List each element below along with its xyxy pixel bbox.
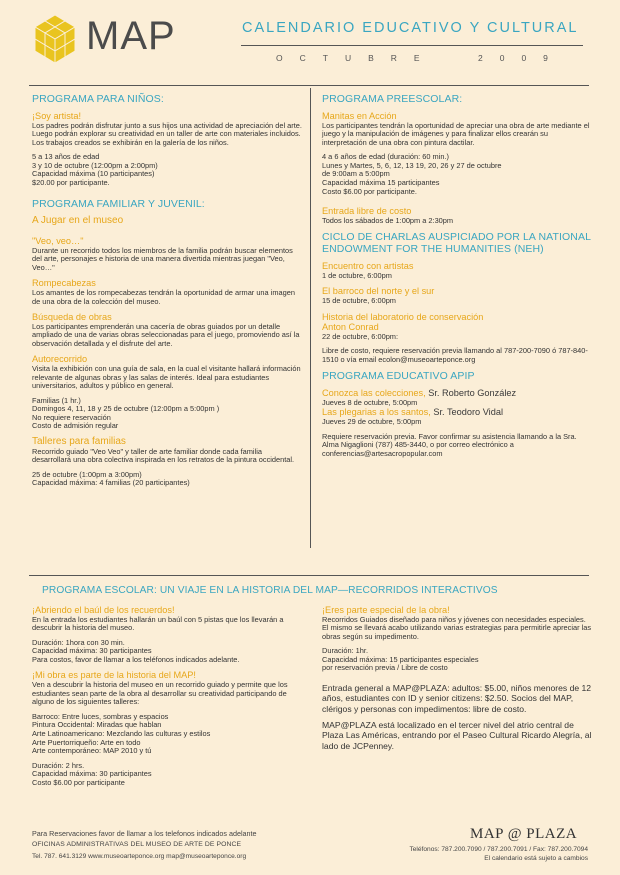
right-column — [322, 93, 592, 458]
footer-contacto: Tel. 787. 641.3129 www.museoarteponce.org map@museoarteponce.org — [32, 853, 247, 860]
entrada-general: Entrada general a MAP@PLAZA: adultos: $5.00, niños menores de 12 años, estudiantes con ID y senior citizens: $2.50. Socios del MAP, clérigos y personas con impedimentos: libre de costo. — [322, 683, 592, 714]
encuentro-date: 1 de octubre, 6:00pm — [322, 270, 392, 280]
jugar-heading: A Jugar en el museo — [32, 214, 124, 226]
manitas-heading: Manitas en Acción — [322, 111, 397, 121]
obra-taller-5: Arte contemporáneo: MAP 2010 y tú — [32, 746, 152, 756]
top-divider — [29, 85, 589, 86]
footer-oficinas: OFICINAS ADMINISTRATIVAS DEL MUSEO DE ARTE DE PONCE — [32, 841, 242, 848]
logo-text: MAP — [86, 14, 176, 58]
eres-body: Recorridos Guiados diseñado para niños y jóvenes con necesidades especiales. El mismo se llevará acabo utilizando varias estrategias para permitirle apreciar las obras según su impedimento. — [322, 614, 592, 641]
auto-body: Visita la exhibición con una guía de sala, en la cual el visitante hallará información relevante de algunas obras y las salas de interés. Ideal para estudiantes universitarios, adultos y público en general. — [32, 363, 301, 391]
auto-reserva: No requiere reservación — [32, 412, 111, 422]
apip-info: Requiere reservación previa. Favor confirmar su asistencia llamando a la Sra. Alma Nigaglioni (787) 485-3440, o por correo electrónico a conferencias@artesacropopular.com — [322, 431, 577, 458]
plegarias-heading: Las plegarias a los santos, — [322, 407, 431, 418]
middle-divider — [29, 575, 589, 576]
escolar-title: PROGRAMA ESCOLAR: UN VIAJE EN LA HISTORIA DEL MAP—RECORRIDOS INTERACTIVOS — [42, 585, 498, 596]
column-divider — [310, 88, 311, 548]
manitas-hours: de 9:00am a 5:00pm — [322, 169, 390, 179]
baul-capacity: Capacidad máxima: 30 participantes — [32, 646, 152, 656]
ciclo-title: CICLO DE CHARLAS AUSPICIADO POR LA NATIONAL ENDOWMENT FOR THE HUMANITIES (NEH) — [322, 231, 591, 256]
soy-artista-capacity: Capacidad máxima (10 participantes) — [32, 169, 155, 179]
barroco-date: 15 de octubre, 6:00pm — [322, 295, 396, 305]
obra-taller-1: Barroco: Entre luces, sombras y espacios — [32, 711, 169, 721]
month-label: OCTUBRE — [276, 53, 437, 63]
historia-date: 22 de octubre, 6:00pm: — [322, 331, 399, 341]
talleres-heading: Talleres para familias — [32, 436, 126, 448]
footer-telefonos: Teléfonos: 787.200.7090 / 787.200.7091 / Fax: 787.200.7094 — [409, 846, 588, 853]
eres-duration: Duración: 1hr. — [322, 646, 369, 656]
historia-heading-2: Anton Conrad — [322, 322, 379, 333]
manitas-ages: 4 a 6 años de edad (duración: 60 min.) — [322, 152, 449, 162]
plegarias-speaker: Sr. Teodoro Vidal — [430, 407, 503, 418]
familiar-title: PROGRAMA FAMILIAR Y JUVENIL: — [32, 197, 205, 210]
encuentro-heading: Encuentro con artistas — [322, 261, 414, 272]
busqueda-body: Los participantes emprenderán una cacería de obras guiados por un detalle ampliado de una de varias obras seleccionadas para el juego, promoviendo así la observación detallada y el disfrute del arte. — [32, 321, 300, 348]
baul-heading: ¡Abriendo el baúl de los recuerdos! — [32, 605, 175, 615]
veo-heading: "Veo, veo…" — [32, 236, 84, 247]
obra-cost: Costo $6.00 por participante — [32, 777, 125, 787]
talleres-date: 25 de octubre (1:00pm a 3:00pm) — [32, 469, 142, 479]
footer-sujeto: El calendario está sujeto a cambios — [484, 855, 588, 862]
obra-taller-2: Pintura Occidental: Miradas que hablan — [32, 720, 162, 730]
obra-taller-4: Arte Puertorriqueño: Arte en todo — [32, 737, 141, 747]
baul-body: En la entrada los estudiantes hallarán un baúl con 5 pistas que los llevarán a descubrir la historia del museo. — [32, 614, 284, 633]
ninos-title: PROGRAMA PARA NIÑOS: — [32, 93, 164, 105]
escolar-left — [32, 605, 307, 788]
header-divider — [241, 45, 583, 46]
obra-duration: Duración: 2 hrs. — [32, 760, 85, 770]
busqueda-heading: Búsqueda de obras — [32, 312, 112, 323]
escolar-right — [322, 605, 594, 751]
map-plaza-logo: MAP @ PLAZA — [470, 826, 578, 842]
manitas-cost: Costo $6.00 por participante. — [322, 186, 417, 196]
eres-heading: ¡Eres parte especial de la obra! — [322, 605, 450, 615]
obra-capacity: Capacidad máxima: 30 participantes — [32, 769, 152, 779]
footer-reservas: Para Reservaciones favor de llamar a los telefonos indicados adelante — [32, 829, 257, 838]
rompe-body: Los amantes de los rompecabezas tendrán la oportunidad de armar una imagen de una obra de la colección del museo. — [32, 287, 295, 306]
conozca-speaker: Sr. Roberto González — [425, 388, 517, 399]
entrada-body: Todos los sábados de 1:00pm a 2:30pm — [322, 215, 454, 225]
obra-heading: ¡Mi obra es parte de la historia del MAP! — [32, 670, 196, 681]
auto-heading: Autorecorrido — [32, 354, 88, 365]
eres-capacity: Capacidad máxima: 15 participantes especiales — [322, 654, 479, 664]
veo-body: Durante un recorrido todos los miembros de la familia podrán buscar elementos del arte, personajes e historia de una manera divertida mientras juegan "Veo, Veo…" — [32, 245, 293, 272]
conozca-date: Jueves 8 de octubre, 5:00pm — [322, 397, 418, 407]
barroco-heading: El barroco del norte y el sur — [322, 286, 435, 297]
soy-artista-body: Los padres podrán disfrutar junto a sus hijos una actividad de apreciación del arte. Luego podrán explorar su creatividad en un taller de arte con materiales incluidos. Los trabajos creados se exhibirán en la galería de los niños. — [32, 120, 302, 147]
auto-cost: Costo de admisión regular — [32, 421, 119, 431]
soy-artista-heading: ¡Soy artista! — [32, 111, 82, 121]
manitas-capacity: Capacidad máxima 15 participantes — [322, 178, 440, 188]
year-label: 2009 — [478, 53, 565, 63]
obra-body: Ven a descubrir la historia del museo en un recorrido guiado y permite que los estudiantes sean parte de la obra al desarrollar su creatividad participando de alguno de los siguientes talleres: — [32, 679, 288, 707]
historia-info: Libre de costo, requiere reservación previa llamando al 787-200-7090 ó 787-840-1510 o vía email ecolon@museoarteponce.org — [322, 346, 588, 364]
talleres-body: Recorrido guiado "Veo Veo" y taller de arte familiar donde cada familia desarrollará una obra colectiva inspirada en los retratos de la pintura occidental. — [32, 446, 295, 465]
preescolar-title: PROGRAMA PREESCOLAR: — [322, 93, 463, 105]
auto-dates: Domingos 4, 11, 18 y 25 de octubre (12:00pm a 5:00pm ) — [32, 404, 220, 414]
soy-artista-cost: $20.00 por participante. — [32, 178, 110, 188]
ubicacion: MAP@PLAZA está localizado en el tercer nivel del atrio central de Plaza Las Américas, entrando por el Paseo Cultural Ricardo Alegría, al lado de JCPenney. — [322, 719, 592, 751]
rompe-heading: Rompecabezas — [32, 278, 96, 289]
soy-artista-ages: 5 a 13 años de edad — [32, 152, 100, 162]
manitas-body: Los participantes tendrán la oportunidad de apreciar una obra de arte mediante el juego y la manipulación de imágenes y para finalizar ellos crearán su interpretación de una obra con pintura dactilar. — [322, 120, 590, 147]
historia-heading-1: Historia del laboratorio de conservación — [322, 311, 484, 322]
soy-artista-dates: 3 y 10 de octubre (12:00pm a 2:00pm) — [32, 160, 158, 170]
obra-taller-3: Arte Latinoamericano: Mezclando las culturas y estilos — [32, 728, 211, 738]
manitas-days: Lunes y Martes, 5, 6, 12, 13 19, 20, 26 y 27 de octubre — [322, 160, 502, 170]
conozca-heading: Conozca las colecciones, — [322, 388, 426, 399]
baul-duration: Duración: 1hora con 30 min. — [32, 637, 125, 647]
calendar-title: CALENDARIO EDUCATIVO Y CULTURAL — [242, 20, 579, 36]
apip-title: PROGRAMA EDUCATIVO APIP — [322, 370, 475, 383]
left-column — [32, 93, 302, 488]
eres-reserva: por reservación previa / Libre de costo — [322, 663, 448, 673]
plegarias-date: Jueves 29 de octubre, 5:00pm — [322, 416, 422, 426]
auto-familias: Familias (1 hr.) — [32, 395, 81, 405]
baul-costs: Para costos, favor de llamar a los teléfonos indicados adelante. — [32, 654, 240, 664]
talleres-capacity: Capacidad máxima: 4 familias (20 participantes) — [32, 478, 190, 488]
map-logo-icon — [30, 14, 80, 66]
entrada-heading: Entrada libre de costo — [322, 206, 412, 217]
